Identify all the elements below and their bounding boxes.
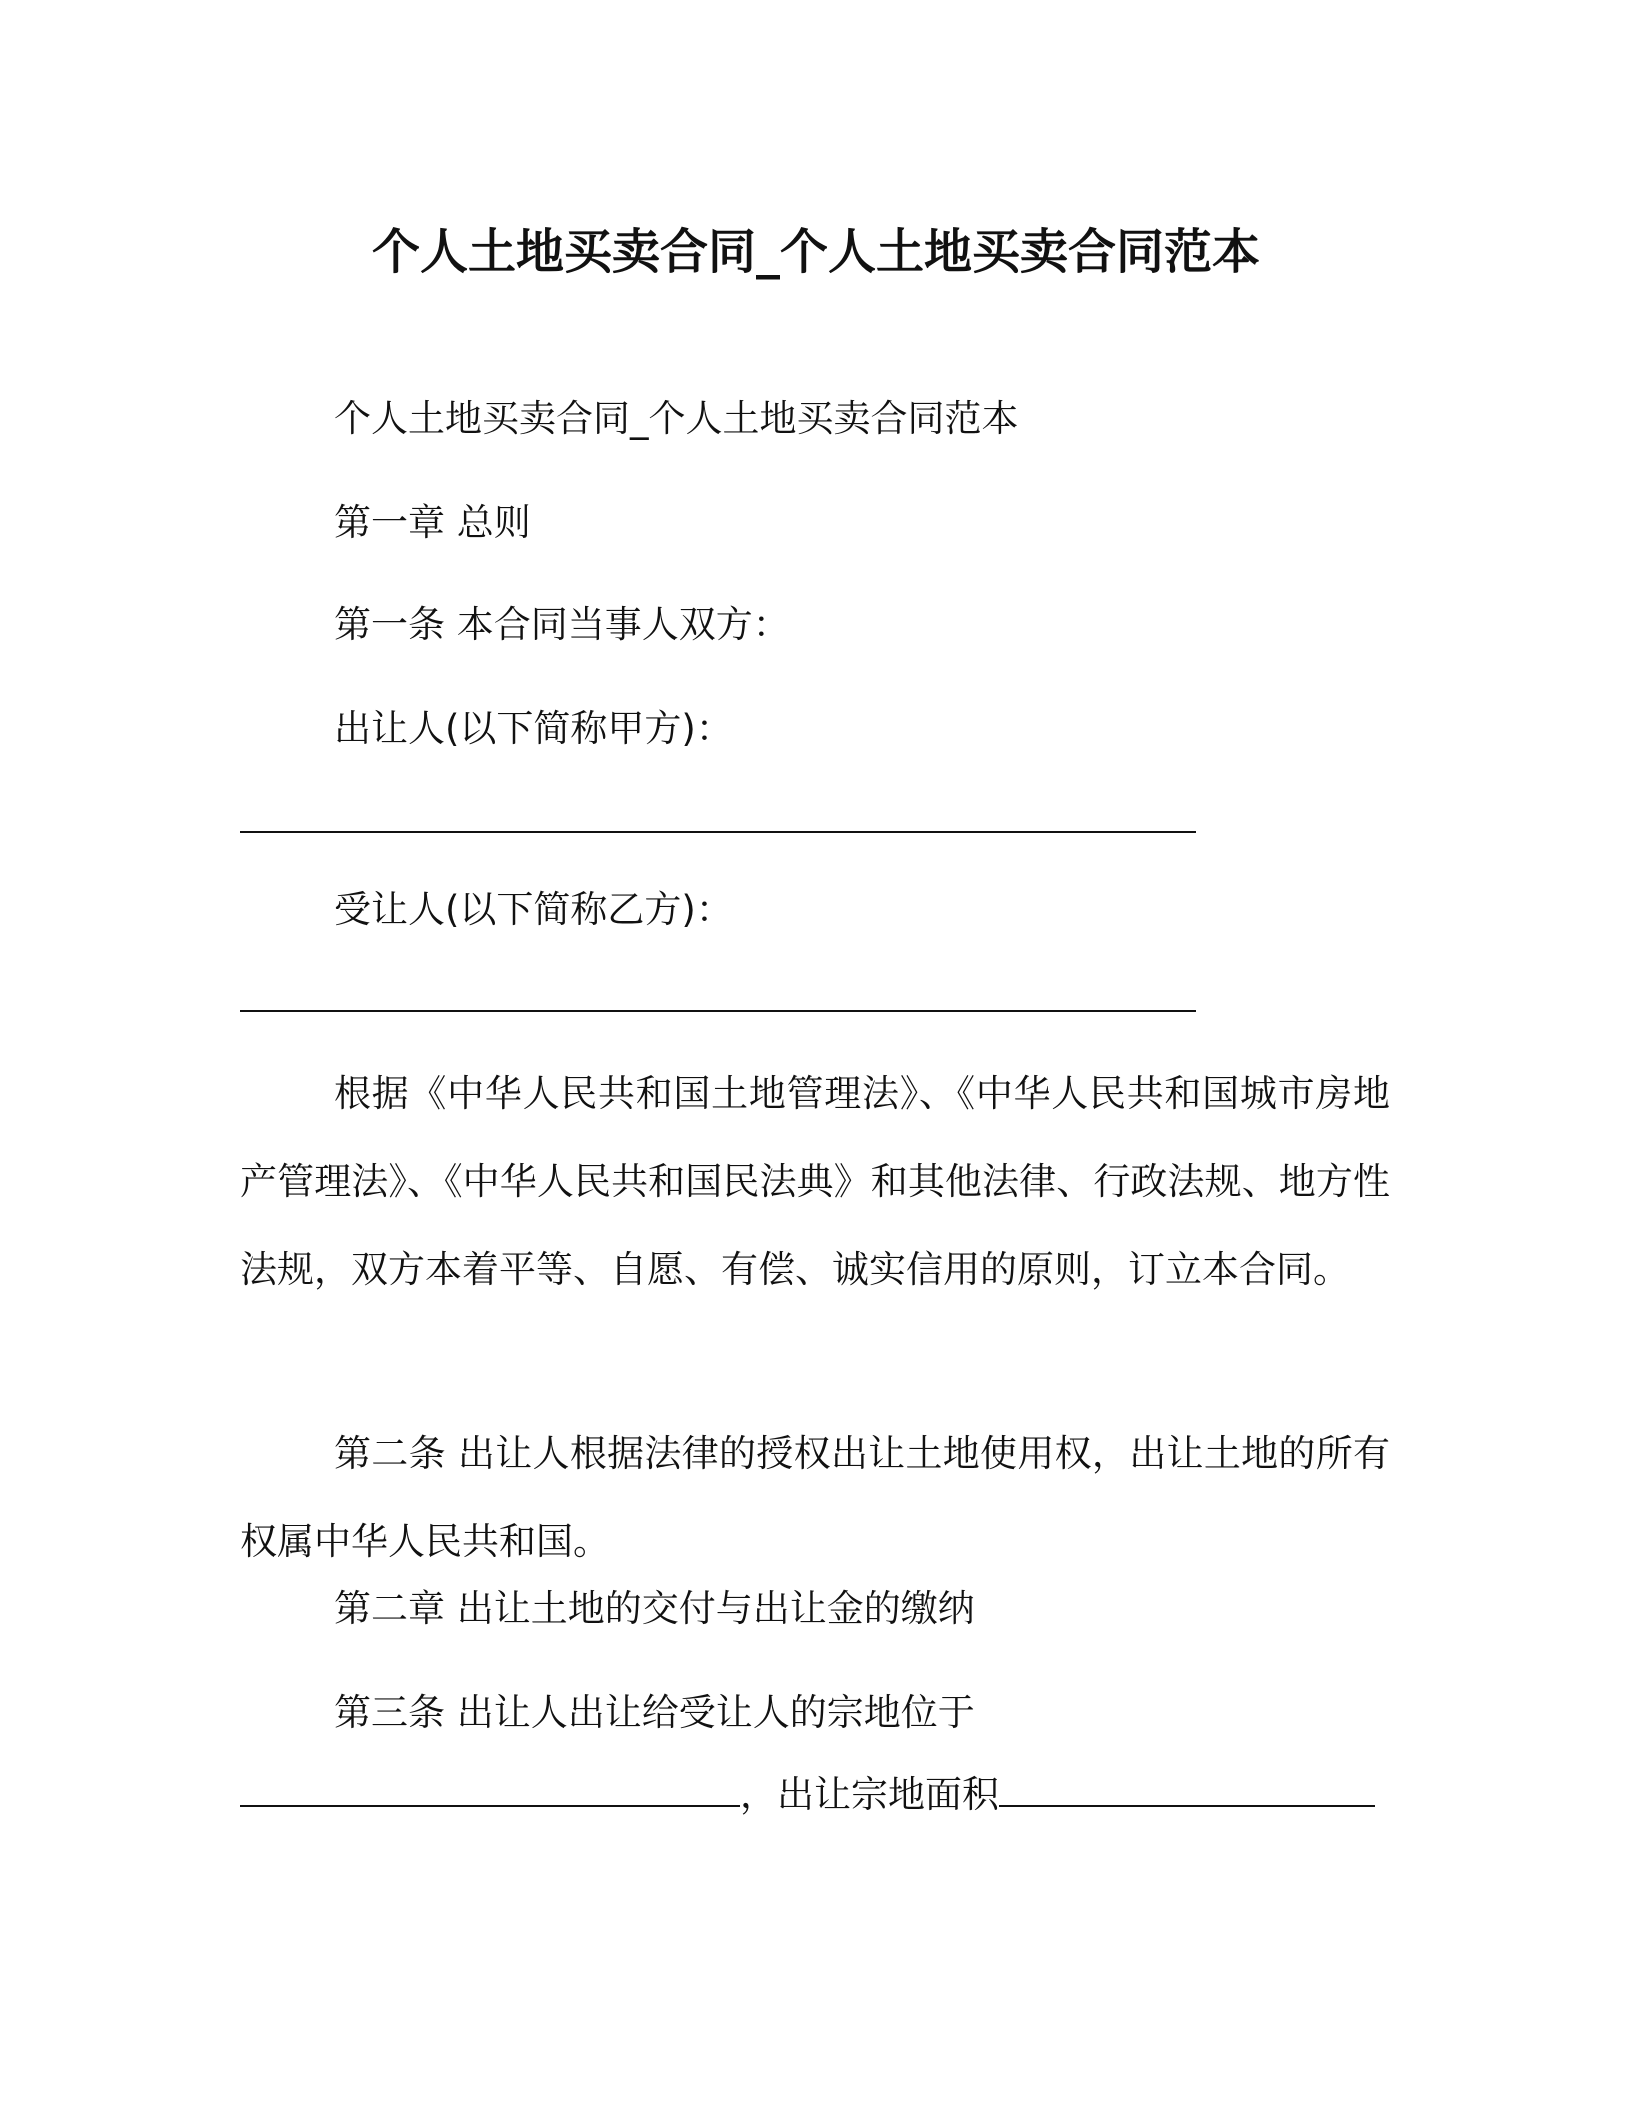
party-a-blank-line xyxy=(240,831,1196,833)
chapter-2-heading: 第二章 出让土地的交付与出让金的缴纳 xyxy=(334,1587,975,1630)
document-title: 个人土地买卖合同_个人土地买卖合同范本 xyxy=(371,224,1260,280)
location-blank-line xyxy=(240,1775,740,1807)
area-label: ，出让宗地面积 xyxy=(740,1773,999,1816)
article-2-paragraph: 第二条 出让人根据法律的授权出让土地使用权，出让土地的所有权属中华人民共和国。 xyxy=(240,1432,1390,1563)
area-blank-line xyxy=(999,1775,1375,1807)
article-1: 第一条 本合同当事人双方： xyxy=(334,603,790,646)
party-a-label: 出让人(以下简称甲方)： xyxy=(334,707,733,750)
article-3: 第三条 出让人出让给受让人的宗地位于 xyxy=(334,1691,975,1734)
party-b-label: 受让人(以下简称乙方)： xyxy=(334,888,733,931)
location-area-row xyxy=(240,1772,1390,1818)
party-b-blank-line xyxy=(240,1010,1196,1012)
chapter-1-heading: 第一章 总则 xyxy=(334,501,531,544)
document-subtitle: 个人土地买卖合同_个人土地买卖合同范本 xyxy=(334,397,1019,440)
preamble-paragraph: 根据《中华人民共和国土地管理法》、《中华人民共和国城市房地产管理法》、《中华人民共和国民法典》和其他法律、行政法规、地方性法规，双方本着平等、自愿、有偿、诚实信用的原则，订立本合同。 xyxy=(240,1072,1390,1291)
